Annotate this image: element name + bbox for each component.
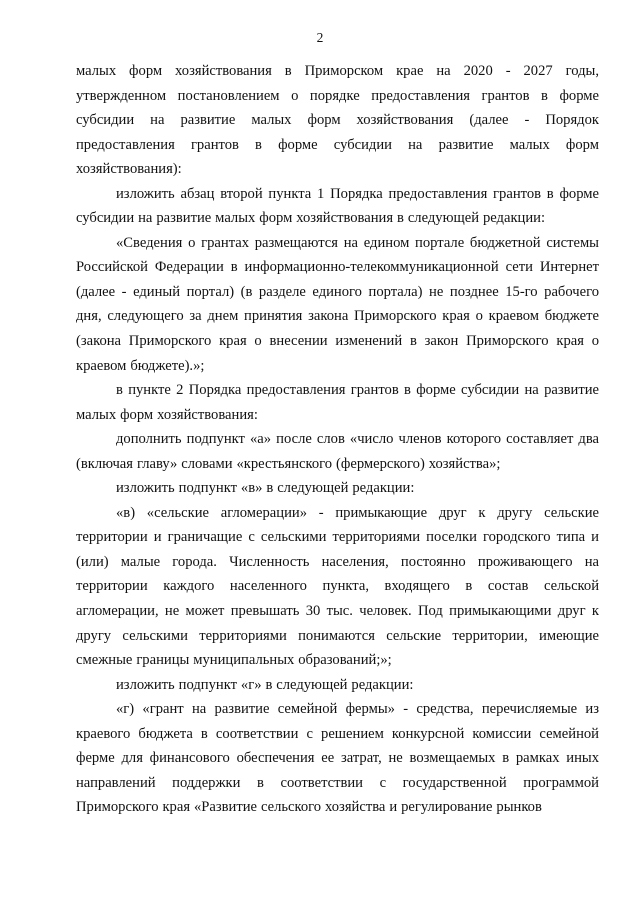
paragraph-subclause-v-text: «в) «сельские агломерации» - примыкающие друг к другу сельские территории и граничащие с сельскими территориями поселки городского типа и (или) малые города. Численность населения, постоянно проживающего на территории каждого населенного пункта, входящего в состав сельской агломерации, не может превышать 30 тыс. человек. Под примыкающими друг к другу сельскими территориями понимаются сельские территории, имеющие смежные границы муниципальных образований;»; <box>76 504 599 669</box>
page-number: 2 <box>316 30 324 45</box>
paragraph-amend-clause-2: в пункте 2 Порядка предоставления грантов в форме субсидии на развитие малых форм хозяйствования: <box>76 382 599 423</box>
paragraph-preamble-continuation: малых форм хозяйствования в Приморском крае на 2020 - 2027 годы, утвержденном постановлением о порядке предоставления грантов в форме субсидии на развитие малых форм хозяйствования (далее - Порядок предоставления грантов в форме субсидии на развитие малых форм хозяйствования): <box>76 63 599 178</box>
paragraph-subclause-g-text: «г) «грант на развитие семейной фермы» - средства, перечисляемые из краевого бюджета в соответствии с решением конкурсной комиссии семейной ферме для финансового обеспечения ее затрат, не возмещаемых в рамках иных направлений поддержки в соответствии с государственной программой Приморского края «Развитие сельского хозяйства и регулирование рынков <box>76 701 599 816</box>
paragraph-grant-info-text: «Сведения о грантах размещаются на едином портале бюджетной системы Российской Федерации в информационно-телекоммуникационной сети Интернет (далее - единый портал) (в разделе единого портала) не позднее 15-го рабочего дня, следующего за днем принятия закона Приморского края о краевом бюджете (закона Приморского края о внесении изменений в закон Приморского края о краевом бюджете).»; <box>76 234 599 374</box>
document-body <box>76 59 599 820</box>
paragraph-subclause-v-intro: изложить подпункт «в» в следующей редакции: <box>116 480 415 497</box>
paragraph-subclause-a: дополнить подпункт «а» после слов «число членов которого составляет два (включая главу» словами «крестьянского (фермерского) хозяйства»; <box>76 431 599 472</box>
paragraph-subclause-g-intro: изложить подпункт «г» в следующей редакции: <box>116 676 414 693</box>
paragraph-amend-clause-1: изложить абзац второй пункта 1 Порядка предоставления грантов в форме субсидии на развитие малых форм хозяйствования в следующей редакции: <box>76 185 599 227</box>
